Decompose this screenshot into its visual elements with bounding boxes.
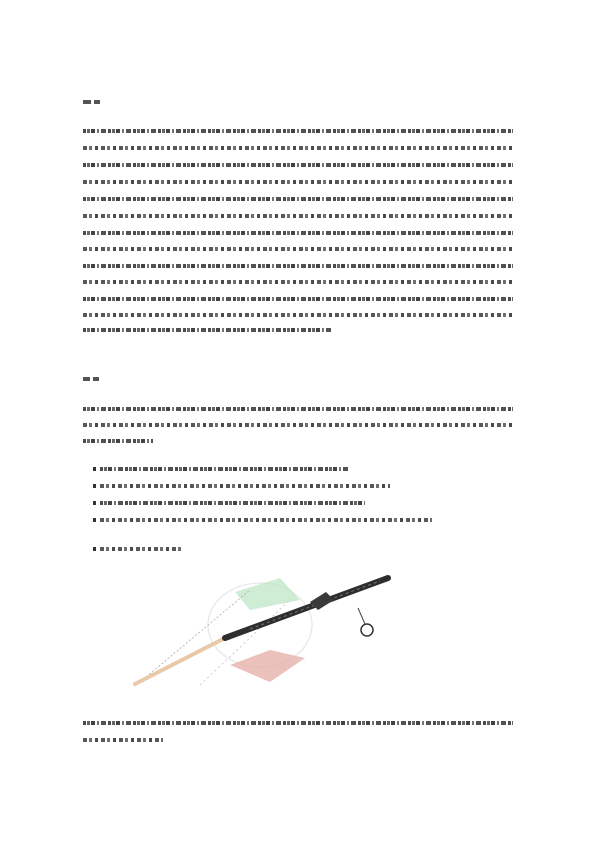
heading-glyphs: [83, 100, 91, 104]
bullet-icon: [93, 547, 96, 551]
text-line: [83, 328, 333, 332]
bullet-icon: [93, 467, 96, 471]
text-line: [83, 129, 513, 133]
heading-glyphs: [83, 377, 90, 381]
text-line: [83, 280, 513, 284]
section-heading-1: [83, 99, 103, 105]
heading-glyphs: [94, 100, 100, 104]
text-line: [83, 423, 513, 427]
text-line: [83, 197, 513, 201]
text-line: [83, 313, 513, 317]
text-line: [83, 146, 513, 150]
text-line: [100, 484, 390, 488]
figure-handle: [135, 638, 225, 684]
figure-ring-link: [358, 608, 365, 624]
text-line: [100, 501, 365, 505]
text-line: [83, 231, 513, 235]
text-line: [83, 264, 513, 268]
text-line: [83, 439, 153, 443]
bullet-icon: [93, 501, 96, 505]
text-line: [83, 721, 513, 725]
text-line: [83, 180, 513, 184]
text-line: [83, 247, 513, 251]
text-line: [83, 214, 513, 218]
text-line: [100, 518, 432, 522]
bullet-icon: [93, 484, 96, 488]
text-line: [83, 407, 513, 411]
section-heading-2: [83, 376, 102, 382]
heading-glyphs: [93, 377, 99, 381]
figure-red-shape: [230, 650, 305, 682]
text-line: [83, 738, 163, 742]
text-line: [83, 297, 513, 301]
text-line: [83, 163, 513, 167]
figure-ring: [361, 624, 373, 636]
text-line: [100, 547, 182, 551]
bullet-icon: [93, 518, 96, 522]
figure-illustration: [130, 570, 395, 690]
text-line: [100, 467, 350, 471]
